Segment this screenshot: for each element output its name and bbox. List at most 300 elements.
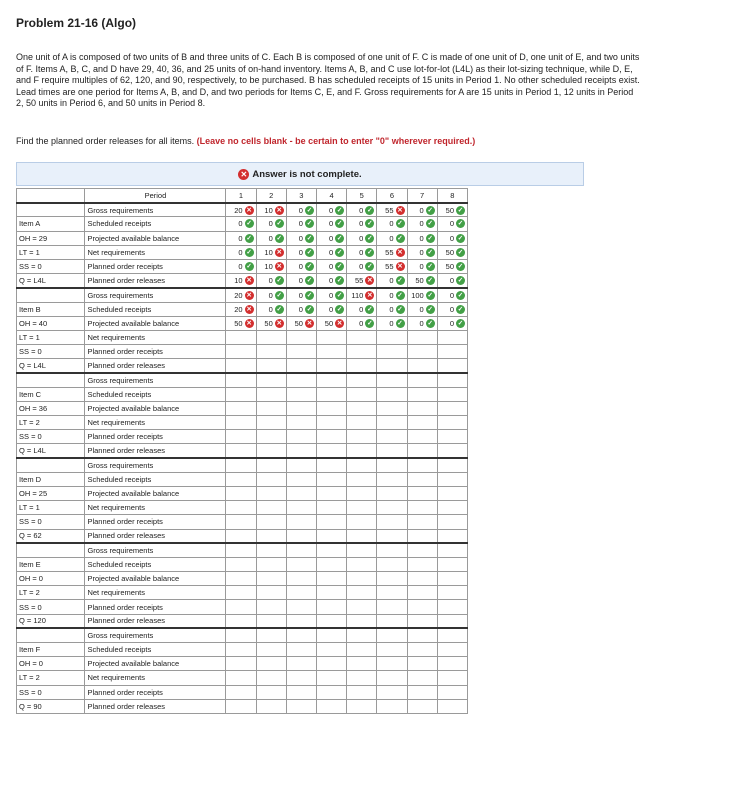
answer-cell[interactable]: [437, 444, 467, 458]
answer-cell[interactable]: [286, 486, 316, 500]
answer-cell[interactable]: [226, 203, 256, 217]
answer-cell[interactable]: [256, 643, 286, 657]
answer-cell[interactable]: [437, 572, 467, 586]
answer-cell[interactable]: [347, 316, 377, 330]
answer-cell[interactable]: [316, 316, 346, 330]
answer-cell[interactable]: [316, 501, 346, 515]
answer-cell[interactable]: [377, 486, 407, 500]
answer-cell[interactable]: [226, 486, 256, 500]
answer-cell[interactable]: [347, 430, 377, 444]
answer-cell[interactable]: [407, 671, 437, 685]
answer-cell[interactable]: [347, 515, 377, 529]
answer-cell[interactable]: [256, 472, 286, 486]
answer-cell[interactable]: [377, 288, 407, 302]
mrp-row: [17, 628, 468, 642]
answer-cell[interactable]: [226, 671, 256, 685]
answer-cell[interactable]: [437, 217, 467, 231]
answer-cell[interactable]: [316, 643, 346, 657]
answer-cell[interactable]: [407, 643, 437, 657]
answer-cell[interactable]: [407, 217, 437, 231]
answer-cell[interactable]: [226, 373, 256, 387]
answer-cell[interactable]: [407, 288, 437, 302]
answer-cell[interactable]: [407, 614, 437, 628]
answer-cell[interactable]: [226, 274, 256, 288]
answer-cell[interactable]: [437, 486, 467, 500]
answer-cell[interactable]: [256, 486, 286, 500]
answer-cell[interactable]: [347, 401, 377, 415]
answer-cell[interactable]: [226, 628, 256, 642]
answer-cell[interactable]: [407, 259, 437, 273]
answer-cell[interactable]: [316, 231, 346, 245]
answer-cell[interactable]: [226, 515, 256, 529]
answer-cell[interactable]: [256, 430, 286, 444]
answer-cell[interactable]: [286, 699, 316, 713]
answer-cell[interactable]: [407, 245, 437, 259]
answer-cell[interactable]: [407, 330, 437, 344]
answer-cell[interactable]: [316, 288, 346, 302]
answer-cell[interactable]: [316, 628, 346, 642]
answer-cell[interactable]: [437, 557, 467, 571]
answer-cell[interactable]: [407, 685, 437, 699]
answer-cell[interactable]: [407, 486, 437, 500]
answer-cell[interactable]: [226, 316, 256, 330]
answer-cell[interactable]: [347, 628, 377, 642]
answer-cell[interactable]: [316, 430, 346, 444]
answer-cell[interactable]: [437, 387, 467, 401]
answer-cell[interactable]: [407, 302, 437, 316]
answer-cell[interactable]: [286, 430, 316, 444]
answer-cell[interactable]: [437, 288, 467, 302]
answer-cell[interactable]: [256, 217, 286, 231]
answer-cell[interactable]: [226, 685, 256, 699]
answer-cell[interactable]: [407, 231, 437, 245]
answer-cell[interactable]: [377, 345, 407, 359]
answer-cell[interactable]: [377, 444, 407, 458]
answer-cell[interactable]: [377, 458, 407, 472]
answer-cell[interactable]: [256, 501, 286, 515]
answer-cell[interactable]: [377, 657, 407, 671]
answer-cell[interactable]: [347, 600, 377, 614]
answer-cell[interactable]: [286, 501, 316, 515]
answer-cell[interactable]: [347, 543, 377, 557]
answer-cell[interactable]: [377, 501, 407, 515]
answer-cell[interactable]: [437, 699, 467, 713]
answer-cell[interactable]: [377, 373, 407, 387]
answer-cell[interactable]: [226, 245, 256, 259]
answer-cell[interactable]: [347, 657, 377, 671]
answer-cell[interactable]: [226, 699, 256, 713]
answer-cell[interactable]: [377, 203, 407, 217]
answer-cell[interactable]: [407, 387, 437, 401]
answer-cell[interactable]: [226, 444, 256, 458]
answer-cell[interactable]: [256, 288, 286, 302]
answer-cell[interactable]: [256, 231, 286, 245]
period-7: 7: [407, 189, 437, 203]
answer-cell[interactable]: [437, 316, 467, 330]
answer-cell[interactable]: [256, 274, 286, 288]
answer-cell[interactable]: [316, 259, 346, 273]
answer-cell[interactable]: [437, 600, 467, 614]
answer-cell[interactable]: [256, 316, 286, 330]
answer-cell[interactable]: [316, 444, 346, 458]
answer-cell[interactable]: [407, 529, 437, 543]
answer-cell[interactable]: [286, 203, 316, 217]
answer-cell[interactable]: [256, 345, 286, 359]
answer-cell[interactable]: [316, 529, 346, 543]
answer-cell[interactable]: [377, 643, 407, 657]
answer-cell[interactable]: [347, 685, 377, 699]
answer-value: [450, 234, 465, 243]
answer-cell[interactable]: [377, 416, 407, 430]
answer-cell[interactable]: [316, 614, 346, 628]
answer-cell[interactable]: [316, 671, 346, 685]
answer-cell[interactable]: [286, 543, 316, 557]
answer-cell[interactable]: [377, 543, 407, 557]
answer-cell[interactable]: [407, 316, 437, 330]
answer-cell[interactable]: [437, 643, 467, 657]
answer-cell[interactable]: [226, 501, 256, 515]
answer-cell[interactable]: [437, 259, 467, 273]
answer-cell[interactable]: [407, 444, 437, 458]
answer-cell[interactable]: [286, 387, 316, 401]
answer-cell[interactable]: [407, 600, 437, 614]
answer-cell[interactable]: [316, 373, 346, 387]
answer-cell[interactable]: [377, 217, 407, 231]
answer-cell[interactable]: [286, 586, 316, 600]
answer-cell[interactable]: [256, 203, 286, 217]
answer-cell[interactable]: [407, 416, 437, 430]
answer-cell[interactable]: [286, 657, 316, 671]
answer-cell[interactable]: [286, 416, 316, 430]
answer-cell[interactable]: [286, 472, 316, 486]
answer-cell[interactable]: [437, 430, 467, 444]
answer-cell[interactable]: [347, 203, 377, 217]
answer-cell[interactable]: [437, 345, 467, 359]
answer-cell[interactable]: [256, 671, 286, 685]
answer-cell[interactable]: [377, 699, 407, 713]
answer-cell[interactable]: [226, 302, 256, 316]
answer-cell[interactable]: [286, 245, 316, 259]
answer-cell[interactable]: [347, 501, 377, 515]
answer-cell[interactable]: [437, 628, 467, 642]
answer-cell[interactable]: [256, 387, 286, 401]
answer-cell[interactable]: [226, 231, 256, 245]
answer-cell[interactable]: [347, 614, 377, 628]
answer-cell[interactable]: [347, 288, 377, 302]
answer-cell[interactable]: [347, 259, 377, 273]
answer-cell[interactable]: [347, 557, 377, 571]
answer-cell[interactable]: [286, 557, 316, 571]
row-label: Planned order receipts: [85, 685, 226, 699]
answer-cell[interactable]: [286, 628, 316, 642]
answer-cell[interactable]: [377, 529, 407, 543]
answer-cell[interactable]: [316, 657, 346, 671]
answer-cell[interactable]: [377, 330, 407, 344]
item-info-cell: SS = 0: [17, 600, 85, 614]
answer-cell[interactable]: [407, 274, 437, 288]
answer-cell[interactable]: [407, 345, 437, 359]
answer-cell[interactable]: [377, 430, 407, 444]
answer-cell[interactable]: [377, 628, 407, 642]
answer-cell[interactable]: [256, 699, 286, 713]
answer-cell[interactable]: [347, 416, 377, 430]
answer-cell[interactable]: [316, 515, 346, 529]
answer-cell[interactable]: [256, 657, 286, 671]
answer-cell[interactable]: [377, 614, 407, 628]
answer-cell[interactable]: [316, 401, 346, 415]
answer-cell[interactable]: [347, 486, 377, 500]
answer-cell[interactable]: [226, 557, 256, 571]
answer-cell[interactable]: [347, 245, 377, 259]
answer-cell[interactable]: [437, 501, 467, 515]
answer-cell[interactable]: [226, 401, 256, 415]
answer-cell[interactable]: [316, 345, 346, 359]
answer-cell[interactable]: [256, 515, 286, 529]
answer-cell[interactable]: [316, 472, 346, 486]
answer-cell[interactable]: [256, 359, 286, 373]
answer-cell[interactable]: [226, 288, 256, 302]
answer-cell[interactable]: [407, 515, 437, 529]
answer-cell[interactable]: [226, 430, 256, 444]
answer-cell[interactable]: [286, 600, 316, 614]
answer-cell[interactable]: [316, 330, 346, 344]
answer-cell[interactable]: [286, 359, 316, 373]
answer-cell[interactable]: [286, 373, 316, 387]
answer-cell[interactable]: [407, 472, 437, 486]
answer-cell[interactable]: [437, 614, 467, 628]
answer-cell[interactable]: [226, 572, 256, 586]
answer-cell[interactable]: [256, 245, 286, 259]
answer-cell[interactable]: [256, 373, 286, 387]
answer-cell[interactable]: [377, 685, 407, 699]
answer-cell[interactable]: [407, 572, 437, 586]
correct-icon: ✓: [336, 276, 343, 284]
answer-cell[interactable]: [226, 458, 256, 472]
answer-cell[interactable]: [256, 330, 286, 344]
answer-cell[interactable]: [286, 288, 316, 302]
answer-cell[interactable]: [437, 458, 467, 472]
answer-cell[interactable]: [316, 203, 346, 217]
answer-cell[interactable]: [407, 401, 437, 415]
answer-cell[interactable]: [407, 657, 437, 671]
answer-cell[interactable]: [407, 203, 437, 217]
answer-cell[interactable]: [286, 401, 316, 415]
answer-cell[interactable]: [256, 557, 286, 571]
answer-cell[interactable]: [347, 699, 377, 713]
answer-cell[interactable]: [286, 259, 316, 273]
answer-cell[interactable]: [347, 231, 377, 245]
answer-cell[interactable]: [226, 416, 256, 430]
answer-cell[interactable]: [316, 557, 346, 571]
answer-cell[interactable]: [286, 614, 316, 628]
answer-cell[interactable]: [407, 699, 437, 713]
answer-cell[interactable]: [256, 529, 286, 543]
answer-cell[interactable]: [316, 486, 346, 500]
answer-cell[interactable]: [226, 472, 256, 486]
answer-cell[interactable]: [377, 572, 407, 586]
answer-cell[interactable]: [256, 401, 286, 415]
answer-cell[interactable]: [437, 671, 467, 685]
answer-cell[interactable]: [377, 245, 407, 259]
answer-cell[interactable]: [256, 444, 286, 458]
answer-cell[interactable]: [407, 359, 437, 373]
answer-cell[interactable]: [437, 330, 467, 344]
answer-cell[interactable]: [377, 231, 407, 245]
answer-cell[interactable]: [437, 543, 467, 557]
answer-cell[interactable]: [316, 699, 346, 713]
answer-cell[interactable]: [226, 359, 256, 373]
answer-cell[interactable]: [377, 302, 407, 316]
answer-cell[interactable]: [316, 458, 346, 472]
answer-cell[interactable]: [407, 628, 437, 642]
answer-cell[interactable]: [256, 259, 286, 273]
answer-cell[interactable]: [316, 359, 346, 373]
answer-cell[interactable]: [437, 586, 467, 600]
answer-cell[interactable]: [256, 586, 286, 600]
answer-cell[interactable]: [256, 458, 286, 472]
answer-value: [299, 305, 314, 314]
answer-cell[interactable]: [286, 345, 316, 359]
answer-cell[interactable]: [286, 330, 316, 344]
answer-cell[interactable]: [347, 671, 377, 685]
answer-cell[interactable]: [407, 501, 437, 515]
answer-cell[interactable]: [437, 529, 467, 543]
answer-cell[interactable]: [256, 543, 286, 557]
answer-cell[interactable]: [407, 543, 437, 557]
answer-cell[interactable]: [377, 600, 407, 614]
answer-cell[interactable]: [286, 572, 316, 586]
answer-cell[interactable]: [437, 401, 467, 415]
answer-cell[interactable]: [286, 671, 316, 685]
answer-cell[interactable]: [316, 600, 346, 614]
answer-cell[interactable]: [256, 600, 286, 614]
answer-cell[interactable]: [226, 657, 256, 671]
answer-cell[interactable]: [286, 643, 316, 657]
answer-cell[interactable]: [226, 345, 256, 359]
answer-cell[interactable]: [316, 572, 346, 586]
item-info-cell: Item A: [17, 217, 85, 231]
answer-cell[interactable]: [407, 430, 437, 444]
answer-cell[interactable]: [377, 557, 407, 571]
answer-cell[interactable]: [377, 316, 407, 330]
answer-cell[interactable]: [377, 515, 407, 529]
answer-cell[interactable]: [256, 685, 286, 699]
answer-value: [355, 276, 374, 285]
answer-cell[interactable]: [437, 231, 467, 245]
answer-cell[interactable]: [437, 685, 467, 699]
answer-cell[interactable]: [226, 600, 256, 614]
answer-cell[interactable]: [377, 472, 407, 486]
answer-cell[interactable]: [347, 458, 377, 472]
answer-cell[interactable]: [256, 416, 286, 430]
answer-cell[interactable]: [437, 515, 467, 529]
answer-cell[interactable]: [407, 458, 437, 472]
answer-cell[interactable]: [377, 586, 407, 600]
answer-cell[interactable]: [347, 586, 377, 600]
answer-cell[interactable]: [437, 274, 467, 288]
answer-cell[interactable]: [226, 387, 256, 401]
answer-cell[interactable]: [226, 614, 256, 628]
answer-cell[interactable]: [316, 274, 346, 288]
answer-cell[interactable]: [437, 203, 467, 217]
answer-cell[interactable]: [347, 330, 377, 344]
answer-cell[interactable]: [286, 458, 316, 472]
answer-cell[interactable]: [377, 259, 407, 273]
answer-cell[interactable]: [347, 643, 377, 657]
answer-cell[interactable]: [286, 444, 316, 458]
answer-cell[interactable]: [316, 387, 346, 401]
answer-cell[interactable]: [377, 387, 407, 401]
answer-cell[interactable]: [377, 401, 407, 415]
answer-cell[interactable]: [407, 373, 437, 387]
answer-cell[interactable]: [226, 543, 256, 557]
answer-cell[interactable]: [226, 259, 256, 273]
answer-cell[interactable]: [407, 557, 437, 571]
answer-cell[interactable]: [407, 586, 437, 600]
answer-cell[interactable]: [286, 274, 316, 288]
answer-cell[interactable]: [286, 302, 316, 316]
answer-cell[interactable]: [316, 543, 346, 557]
answer-cell[interactable]: [437, 245, 467, 259]
answer-cell[interactable]: [437, 416, 467, 430]
answer-cell[interactable]: [286, 217, 316, 231]
answer-cell[interactable]: [226, 586, 256, 600]
answer-cell[interactable]: [347, 302, 377, 316]
answer-cell[interactable]: [316, 685, 346, 699]
answer-cell[interactable]: [286, 529, 316, 543]
answer-cell[interactable]: [316, 302, 346, 316]
answer-cell[interactable]: [347, 472, 377, 486]
answer-cell[interactable]: [316, 245, 346, 259]
answer-cell[interactable]: [256, 614, 286, 628]
answer-cell[interactable]: [347, 529, 377, 543]
answer-cell[interactable]: [226, 643, 256, 657]
answer-cell[interactable]: [316, 416, 346, 430]
answer-cell[interactable]: [437, 302, 467, 316]
answer-cell[interactable]: [347, 373, 377, 387]
answer-cell[interactable]: [377, 671, 407, 685]
answer-cell[interactable]: [286, 231, 316, 245]
correct-icon: ✓: [397, 305, 403, 313]
answer-cell[interactable]: [347, 387, 377, 401]
answer-cell[interactable]: [347, 444, 377, 458]
answer-cell[interactable]: [316, 586, 346, 600]
answer-cell[interactable]: [347, 359, 377, 373]
answer-cell[interactable]: [316, 217, 346, 231]
answer-cell[interactable]: [377, 274, 407, 288]
answer-cell[interactable]: [286, 685, 316, 699]
answer-cell[interactable]: [437, 359, 467, 373]
answer-cell[interactable]: [347, 572, 377, 586]
answer-cell[interactable]: [226, 529, 256, 543]
answer-cell[interactable]: [437, 472, 467, 486]
answer-cell[interactable]: [347, 345, 377, 359]
answer-cell[interactable]: [226, 217, 256, 231]
answer-cell[interactable]: [437, 657, 467, 671]
answer-cell[interactable]: [226, 330, 256, 344]
answer-cell[interactable]: [347, 274, 377, 288]
answer-cell[interactable]: [256, 628, 286, 642]
answer-cell[interactable]: [256, 572, 286, 586]
answer-cell[interactable]: [437, 373, 467, 387]
answer-cell[interactable]: [377, 359, 407, 373]
answer-cell[interactable]: [256, 302, 286, 316]
answer-value: [329, 206, 344, 215]
answer-cell[interactable]: [286, 515, 316, 529]
correct-icon: ✓: [276, 276, 282, 284]
answer-cell[interactable]: [286, 316, 316, 330]
answer-cell[interactable]: [347, 217, 377, 231]
